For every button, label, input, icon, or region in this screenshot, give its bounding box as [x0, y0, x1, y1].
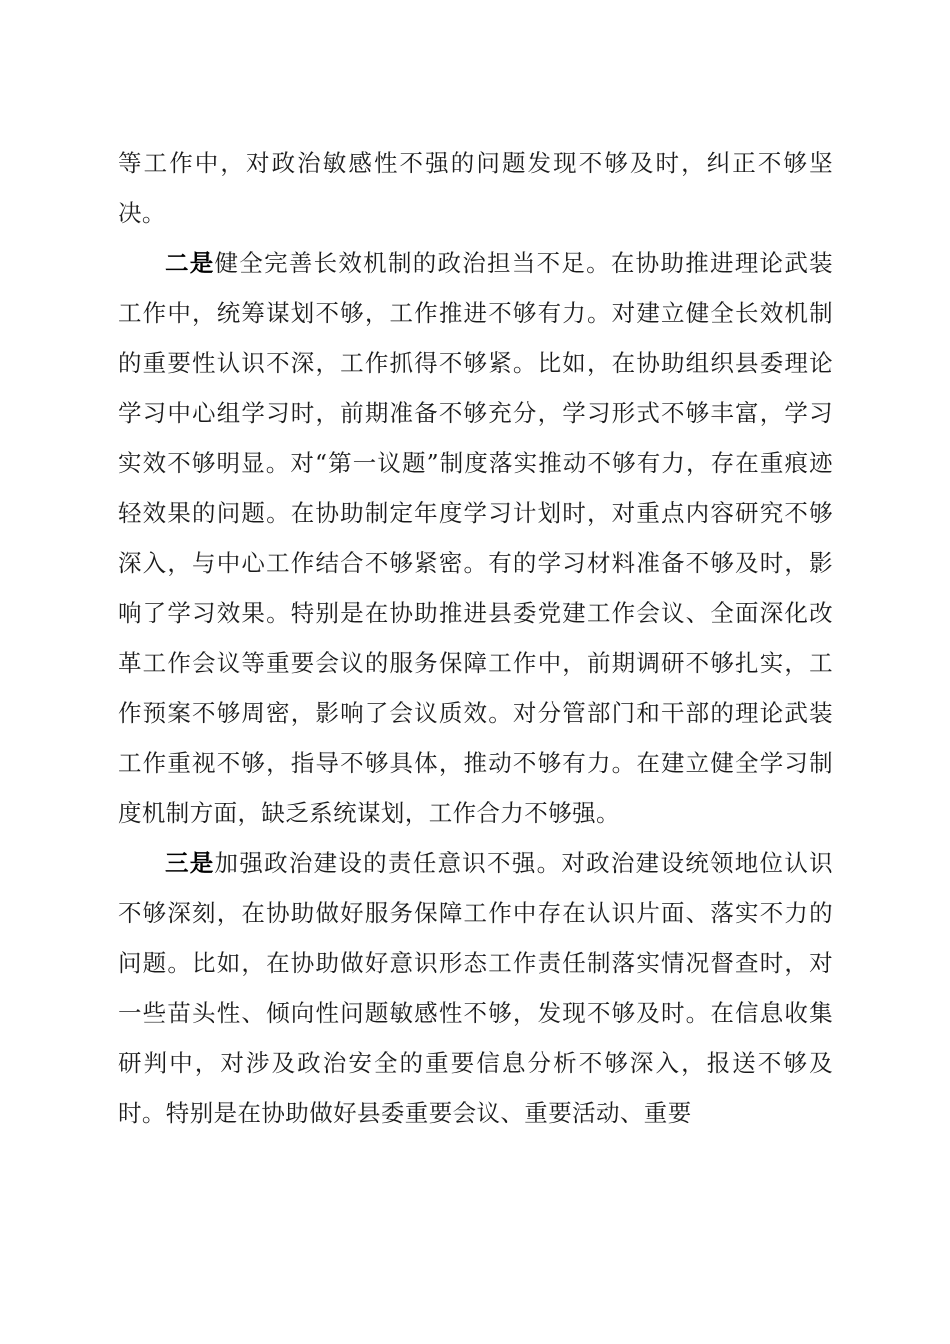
paragraph-lead: 二是 — [165, 249, 215, 277]
document-body — [118, 138, 833, 1138]
paragraph-third-point — [118, 838, 833, 1138]
paragraph-lead: 三是 — [165, 849, 215, 877]
paragraph-text: 等工作中，对政治敏感性不强的问题发现不够及时，纠正不够坚决。 — [118, 149, 833, 227]
paragraph-continuation — [118, 138, 833, 238]
paragraph-second-point — [118, 238, 833, 838]
paragraph-text: 加强政治建设的责任意识不强。对政治建设统领地位认识不够深刻，在协助做好服务保障工作中存在认识片面、落实不力的问题。比如，在协助做好意识形态工作责任制落实情况督查时，对一些苗头性、倾向性问题敏感性不够，发现不够及时。在信息收集研判中，对涉及政治安全的重要信息分析不够深入，报送不够及时。特别是在协助做好县委重要会议、重要活动、重要 — [118, 849, 833, 1127]
paragraph-text: 健全完善长效机制的政治担当不足。在协助推进理论武装工作中，统筹谋划不够，工作推进不够有力。对建立健全长效机制的重要性认识不深，工作抓得不够紧。比如，在协助组织县委理论学习中心组学习时，前期准备不够充分，学习形式不够丰富，学习实效不够明显。对“第一议题”制度落实推动不够有力，存在重痕迹轻效果的问题。在协助制定年度学习计划时，对重点内容研究不够深入，与中心工作结合不够紧密。有的学习材料准备不够及时，影响了学习效果。特别是在协助推进县委党建工作会议、全面深化改革工作会议等重要会议的服务保障工作中，前期调研不够扎实，工作预案不够周密，影响了会议质效。对分管部门和干部的理论武装工作重视不够，指导不够具体，推动不够有力。在建立健全学习制度机制方面，缺乏系统谋划，工作合力不够强。 — [118, 249, 833, 827]
